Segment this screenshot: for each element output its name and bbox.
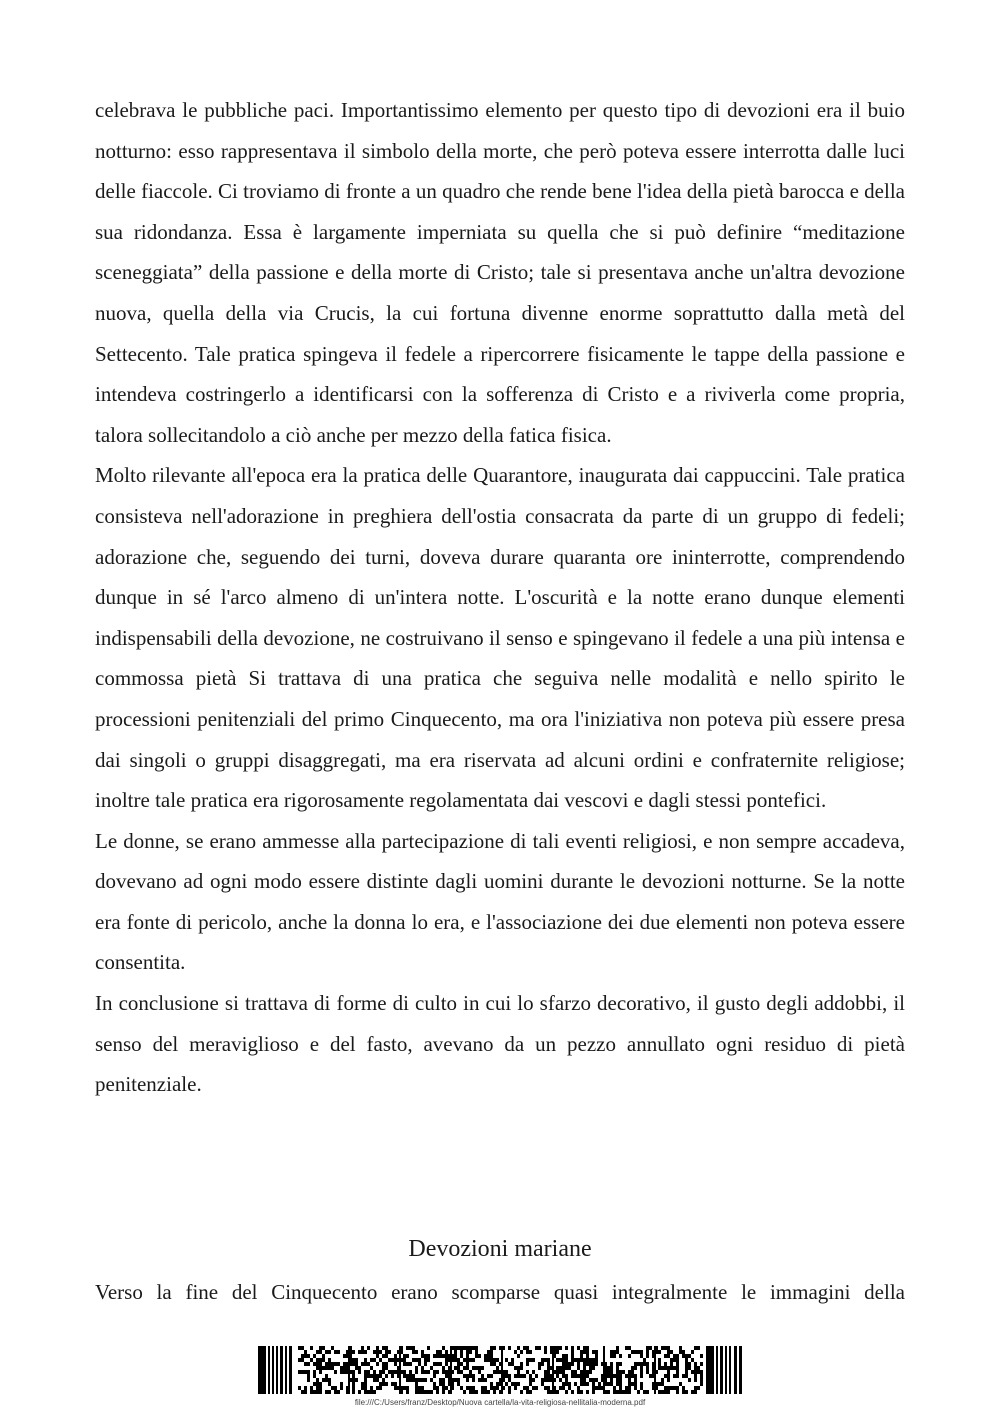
paragraph: In conclusione si trattava di forme di culto in cui lo sfarzo decorativo, il gusto degli addobbi, il senso del meraviglioso e del fasto, avevano da un pezzo annullato ogni residuo di pietà penitenziale.: [95, 991, 905, 1097]
footer-file-path: file:///C:/Users/franz/Desktop/Nuova cartella/la-vita-religiosa-nellitalia-moderna.pdf: [354, 1398, 646, 1407]
paragraph: celebrava le pubbliche paci. Importantissimo elemento per questo tipo di devozioni era il buio notturno: esso rappresentava il simbolo della morte, che però poteva essere interrotta dalle luci delle fiaccole. Ci troviamo di fronte a un quadro che rende bene l'idea della pietà barocca e della sua ridondanza. Essa è largamente imperniata su quella che si può definire “meditazione sceneggiata” della passione e della morte di Cristo; tale si presentava anche un'altra devozione nuova, quella della via Crucis, la cui fortuna divenne enorme soprattutto dalla metà del Settecento. Tale pratica spingeva il fedele a ripercorrere fisicamente le tappe della passione e intendeva costringerlo a identificarsi con la sofferenza di Cristo e a riviverla come propria, talora sollecitandolo a ciò anche per mezzo della fatica fisica.: [95, 98, 905, 447]
paragraph: Le donne, se erano ammesse alla partecipazione di tali eventi religiosi, e non sempre accadeva, dovevano ad ogni modo essere distinte dagli uomini durante le devozioni notturne. Se la notte era fonte di pericolo, anche la donna lo era, e l'associazione dei due elementi non poteva essere consentita.: [95, 828, 905, 975]
section-heading: Devozioni mariane: [408, 1236, 592, 1262]
body-text: [95, 90, 905, 1105]
paragraph: Molto rilevante all'epoca era la pratica delle Quarantore, inaugurata dai cappuccini. Tale pratica consisteva nell'adorazione in preghiera dell'ostia consacrata da parte di un gruppo di fedeli; adorazione che, seguendo dei turni, doveva durare quaranta ore ininterrotte, comprendendo dunque in sé l'arco almeno di un'intera notte. L'oscurità e la notte erano dunque elementi indispensabili della devozione, ne costruivano il senso e spingevano il fedele a una più intensa e commossa pietà Si trattava di una pratica che seguiva nelle modalità e nello spirito le processioni penitenziali del primo Cinquecento, ma ora l'iniziativa non poteva più essere presa dai singoli o gruppi disaggregati, ma era riservata ad alcuni ordini e confraternite religiose; inoltre tale pratica era rigorosamente regolamentata dai vescovi e dagli stessi pontefici.: [95, 463, 905, 813]
pdf417-barcode: [258, 1346, 742, 1394]
section-first-line: Verso la fine del Cinquecento erano scomparse quasi integralmente le immagini della: [95, 1280, 905, 1304]
